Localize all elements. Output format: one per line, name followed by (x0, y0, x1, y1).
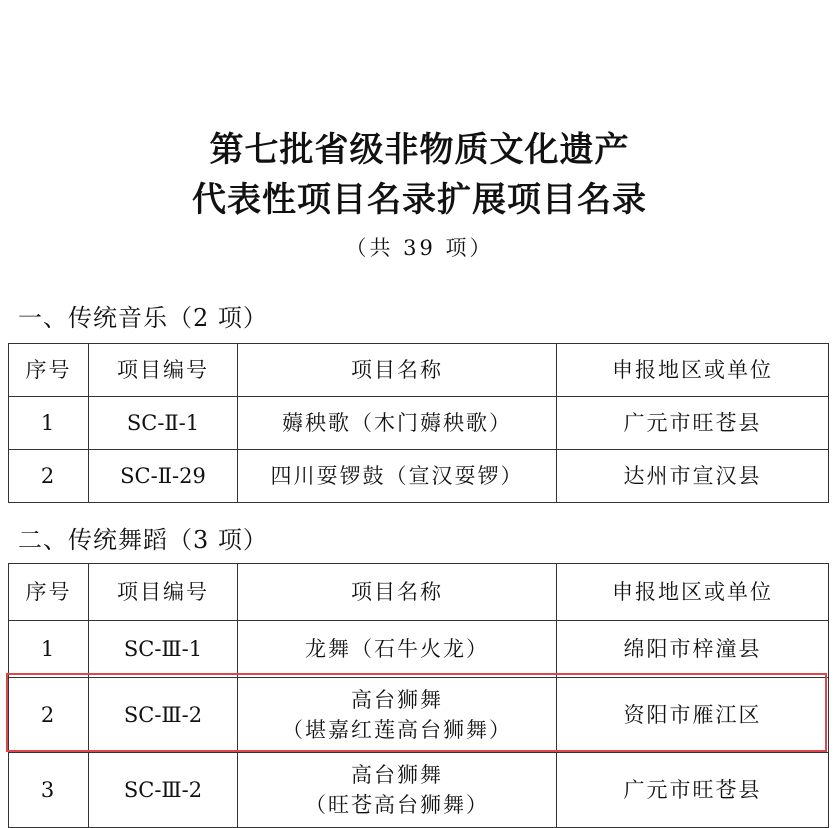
cell-name: 四川耍锣鼓（宣汉耍锣） (238, 450, 557, 503)
cell-name-line1: 高台狮舞 (351, 763, 443, 787)
header-region: 申报地区或单位 (557, 564, 829, 621)
cell-code: SC-Ⅲ-2 (89, 678, 238, 753)
cell-name-line2: （旺苍高台狮舞） (305, 793, 489, 817)
header-name: 项目名称 (238, 344, 557, 397)
cell-region: 达州市宣汉县 (557, 450, 829, 503)
cell-code: SC-Ⅱ-29 (89, 450, 238, 503)
table-row (9, 753, 829, 828)
document-subtitle: （共 39 项） (345, 236, 494, 260)
cell-no: 1 (9, 397, 89, 450)
cell-no: 3 (9, 753, 89, 828)
header-name: 项目名称 (238, 564, 557, 621)
cell-region: 资阳市雁江区 (557, 678, 829, 753)
cell-name: 薅秧歌（木门薅秧歌） (238, 397, 557, 450)
header-code: 项目编号 (89, 344, 238, 397)
traditional-music-table (8, 343, 829, 503)
cell-no: 2 (9, 450, 89, 503)
header-no: 序号 (9, 344, 89, 397)
cell-name-line1: 高台狮舞 (351, 688, 443, 712)
header-region: 申报地区或单位 (557, 344, 829, 397)
table-row (9, 621, 829, 678)
header-no: 序号 (9, 564, 89, 621)
document-title-line1: 第七批省级非物质文化遗产 (209, 130, 630, 170)
cell-region: 绵阳市梓潼县 (557, 621, 829, 678)
document-title-line2: 代表性项目名录扩展项目名录 (192, 180, 647, 220)
table-row-highlighted (9, 678, 829, 753)
table-header-row (9, 344, 829, 397)
cell-code: SC-Ⅱ-1 (89, 397, 238, 450)
cell-no: 2 (9, 678, 89, 753)
table-header-row (9, 564, 829, 621)
section-heading-traditional-music: 一、传统音乐（2 项） (18, 304, 268, 332)
cell-name (238, 678, 557, 753)
cell-code: SC-Ⅲ-1 (89, 621, 238, 678)
cell-code: SC-Ⅲ-2 (89, 753, 238, 828)
table-row (9, 450, 829, 503)
table-row (9, 397, 829, 450)
traditional-dance-table (8, 563, 829, 828)
section-heading-traditional-dance: 二、传统舞蹈（3 项） (18, 526, 268, 554)
cell-name-line2: （堪嘉红莲高台狮舞） (282, 718, 512, 742)
cell-name (238, 753, 557, 828)
cell-region: 广元市旺苍县 (557, 397, 829, 450)
cell-region: 广元市旺苍县 (557, 753, 829, 828)
cell-no: 1 (9, 621, 89, 678)
cell-name: 龙舞（石牛火龙） (238, 621, 557, 678)
header-code: 项目编号 (89, 564, 238, 621)
